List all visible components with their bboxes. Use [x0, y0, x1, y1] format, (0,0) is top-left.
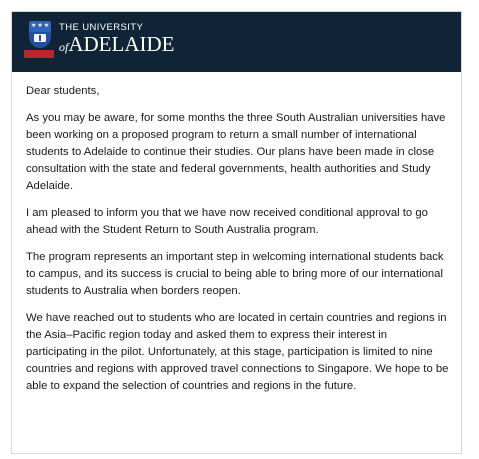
email-body: [26, 83, 450, 405]
university-banner: [12, 12, 461, 72]
email-greeting: Dear students,: [26, 85, 100, 97]
email-paragraph: We have reached out to students who are located in certain countries and regions in the Asia–Pacific region today and asked them to express their interest in participating in the pilot. Unfortunately, at this stage, participation is limited to nine countries and regions with approved travel connections to Singapore. We hope to be able to expand the selection of countries and regions in the future.: [26, 312, 449, 392]
email-card: [11, 11, 462, 454]
university-name-line: [59, 32, 174, 59]
crest-ribbon: [24, 50, 54, 58]
email-paragraph: As you may be aware, for some months the three South Australian universities have been working on a proposed program to return a small number of international students to Adelaide to continue their studies. Our plans have been made in close consultation with the state and federal governments, health authorities and Study Adelaide.: [26, 112, 446, 192]
university-crest-icon: ★★★: [29, 21, 51, 48]
university-line1: THE UNIVERSITY: [59, 22, 144, 33]
email-paragraph: The program represents an important step in welcoming international students back to campus, and its success is crucial to being able to bring more of our international students to Australia when borders reopen.: [26, 251, 444, 297]
email-paragraph: I am pleased to inform you that we have now received conditional approval to go ahead with the Student Return to South Australia program.: [26, 207, 428, 236]
university-of: of: [59, 40, 69, 54]
university-name: ADELAIDE: [68, 32, 175, 56]
